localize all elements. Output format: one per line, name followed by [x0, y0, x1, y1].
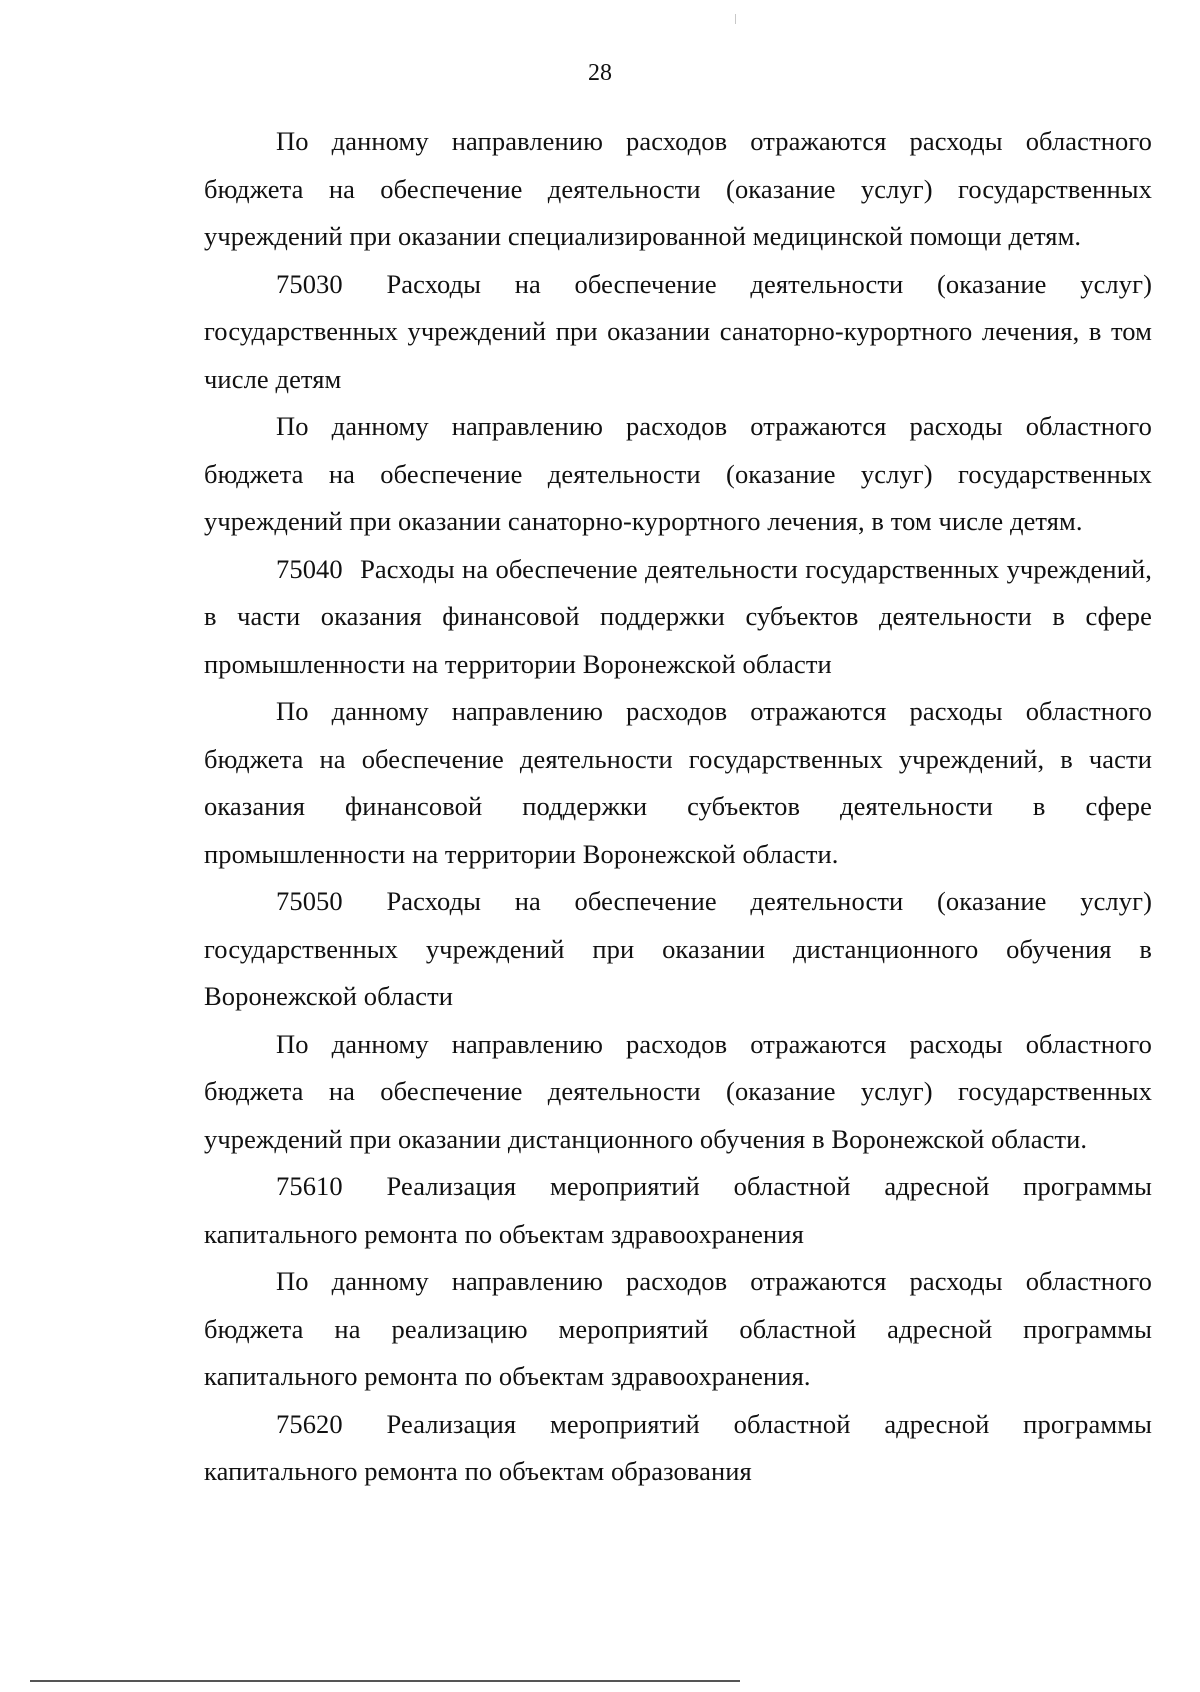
heading-text: Расходы на обеспечение деятельности (оказание услуг) государственных учреждений при оказании санаторно-курортного лечения, в том числе детям: [204, 268, 1152, 394]
paragraph-description: [204, 403, 1152, 546]
heading-text: Реализация мероприятий областной адресной программы капитального ремонта по объектам здравоохранения: [204, 1171, 1152, 1249]
description-text: По данному направлению расходов отражаются расходы областного бюджета на реализацию мероприятий областной адресной программы капитального ремонта по объектам здравоохранения.: [204, 1266, 1152, 1391]
paragraph-heading-75030: [204, 261, 1152, 404]
paragraph-description: [204, 1258, 1152, 1401]
heading-text: Расходы на обеспечение деятельности государственных учреждений, в части оказания финансовой поддержки субъектов деятельности в сфере промышленности на территории Воронежской области: [204, 553, 1152, 679]
paragraph-heading-75620: [204, 1401, 1152, 1496]
description-text: По данному направлению расходов отражаются расходы областного бюджета на обеспечение деятельности государственных учреждений, в части оказания финансовой поддержки субъектов деятельности в сфере промышленности на территории Воронежской области.: [204, 696, 1152, 869]
description-text: По данному направлению расходов отражаются расходы областного бюджета на обеспечение деятельности (оказание услуг) государственных учреждений при оказании дистанционного обучения в Воронежской области.: [204, 1028, 1152, 1154]
document-body: [204, 118, 1152, 1496]
heading-text: Реализация мероприятий областной адресной программы капитального ремонта по объектам образования: [204, 1408, 1152, 1486]
description-text: По данному направлению расходов отражаются расходы областного бюджета на обеспечение деятельности (оказание услуг) государственных учреждений при оказании специализированной медицинской помощи детям.: [204, 126, 1152, 251]
expense-code: 75030: [276, 268, 343, 299]
page-number: 28: [588, 60, 612, 86]
description-text: По данному направлению расходов отражаются расходы областного бюджета на обеспечение деятельности (оказание услуг) государственных учреждений при оказании санаторно-курортного лечения, в том числе детям.: [204, 411, 1152, 536]
expense-code: 75620: [276, 1408, 343, 1439]
expense-code: 75610: [276, 1171, 343, 1201]
paragraph-description: [204, 1021, 1152, 1164]
paragraph-description: [204, 118, 1152, 261]
paragraph-description: [204, 688, 1152, 878]
expense-code: 75040: [276, 553, 343, 584]
heading-text: Расходы на обеспечение деятельности (оказание услуг) государственных учреждений при оказании дистанционного обучения в Воронежской области: [204, 886, 1152, 1011]
paragraph-heading-75040: [204, 546, 1152, 689]
expense-code: 75050: [276, 886, 343, 916]
scan-mark: [735, 14, 736, 24]
page-bottom-rule: [30, 1680, 740, 1682]
paragraph-heading-75050: [204, 878, 1152, 1021]
paragraph-heading-75610: [204, 1163, 1152, 1258]
